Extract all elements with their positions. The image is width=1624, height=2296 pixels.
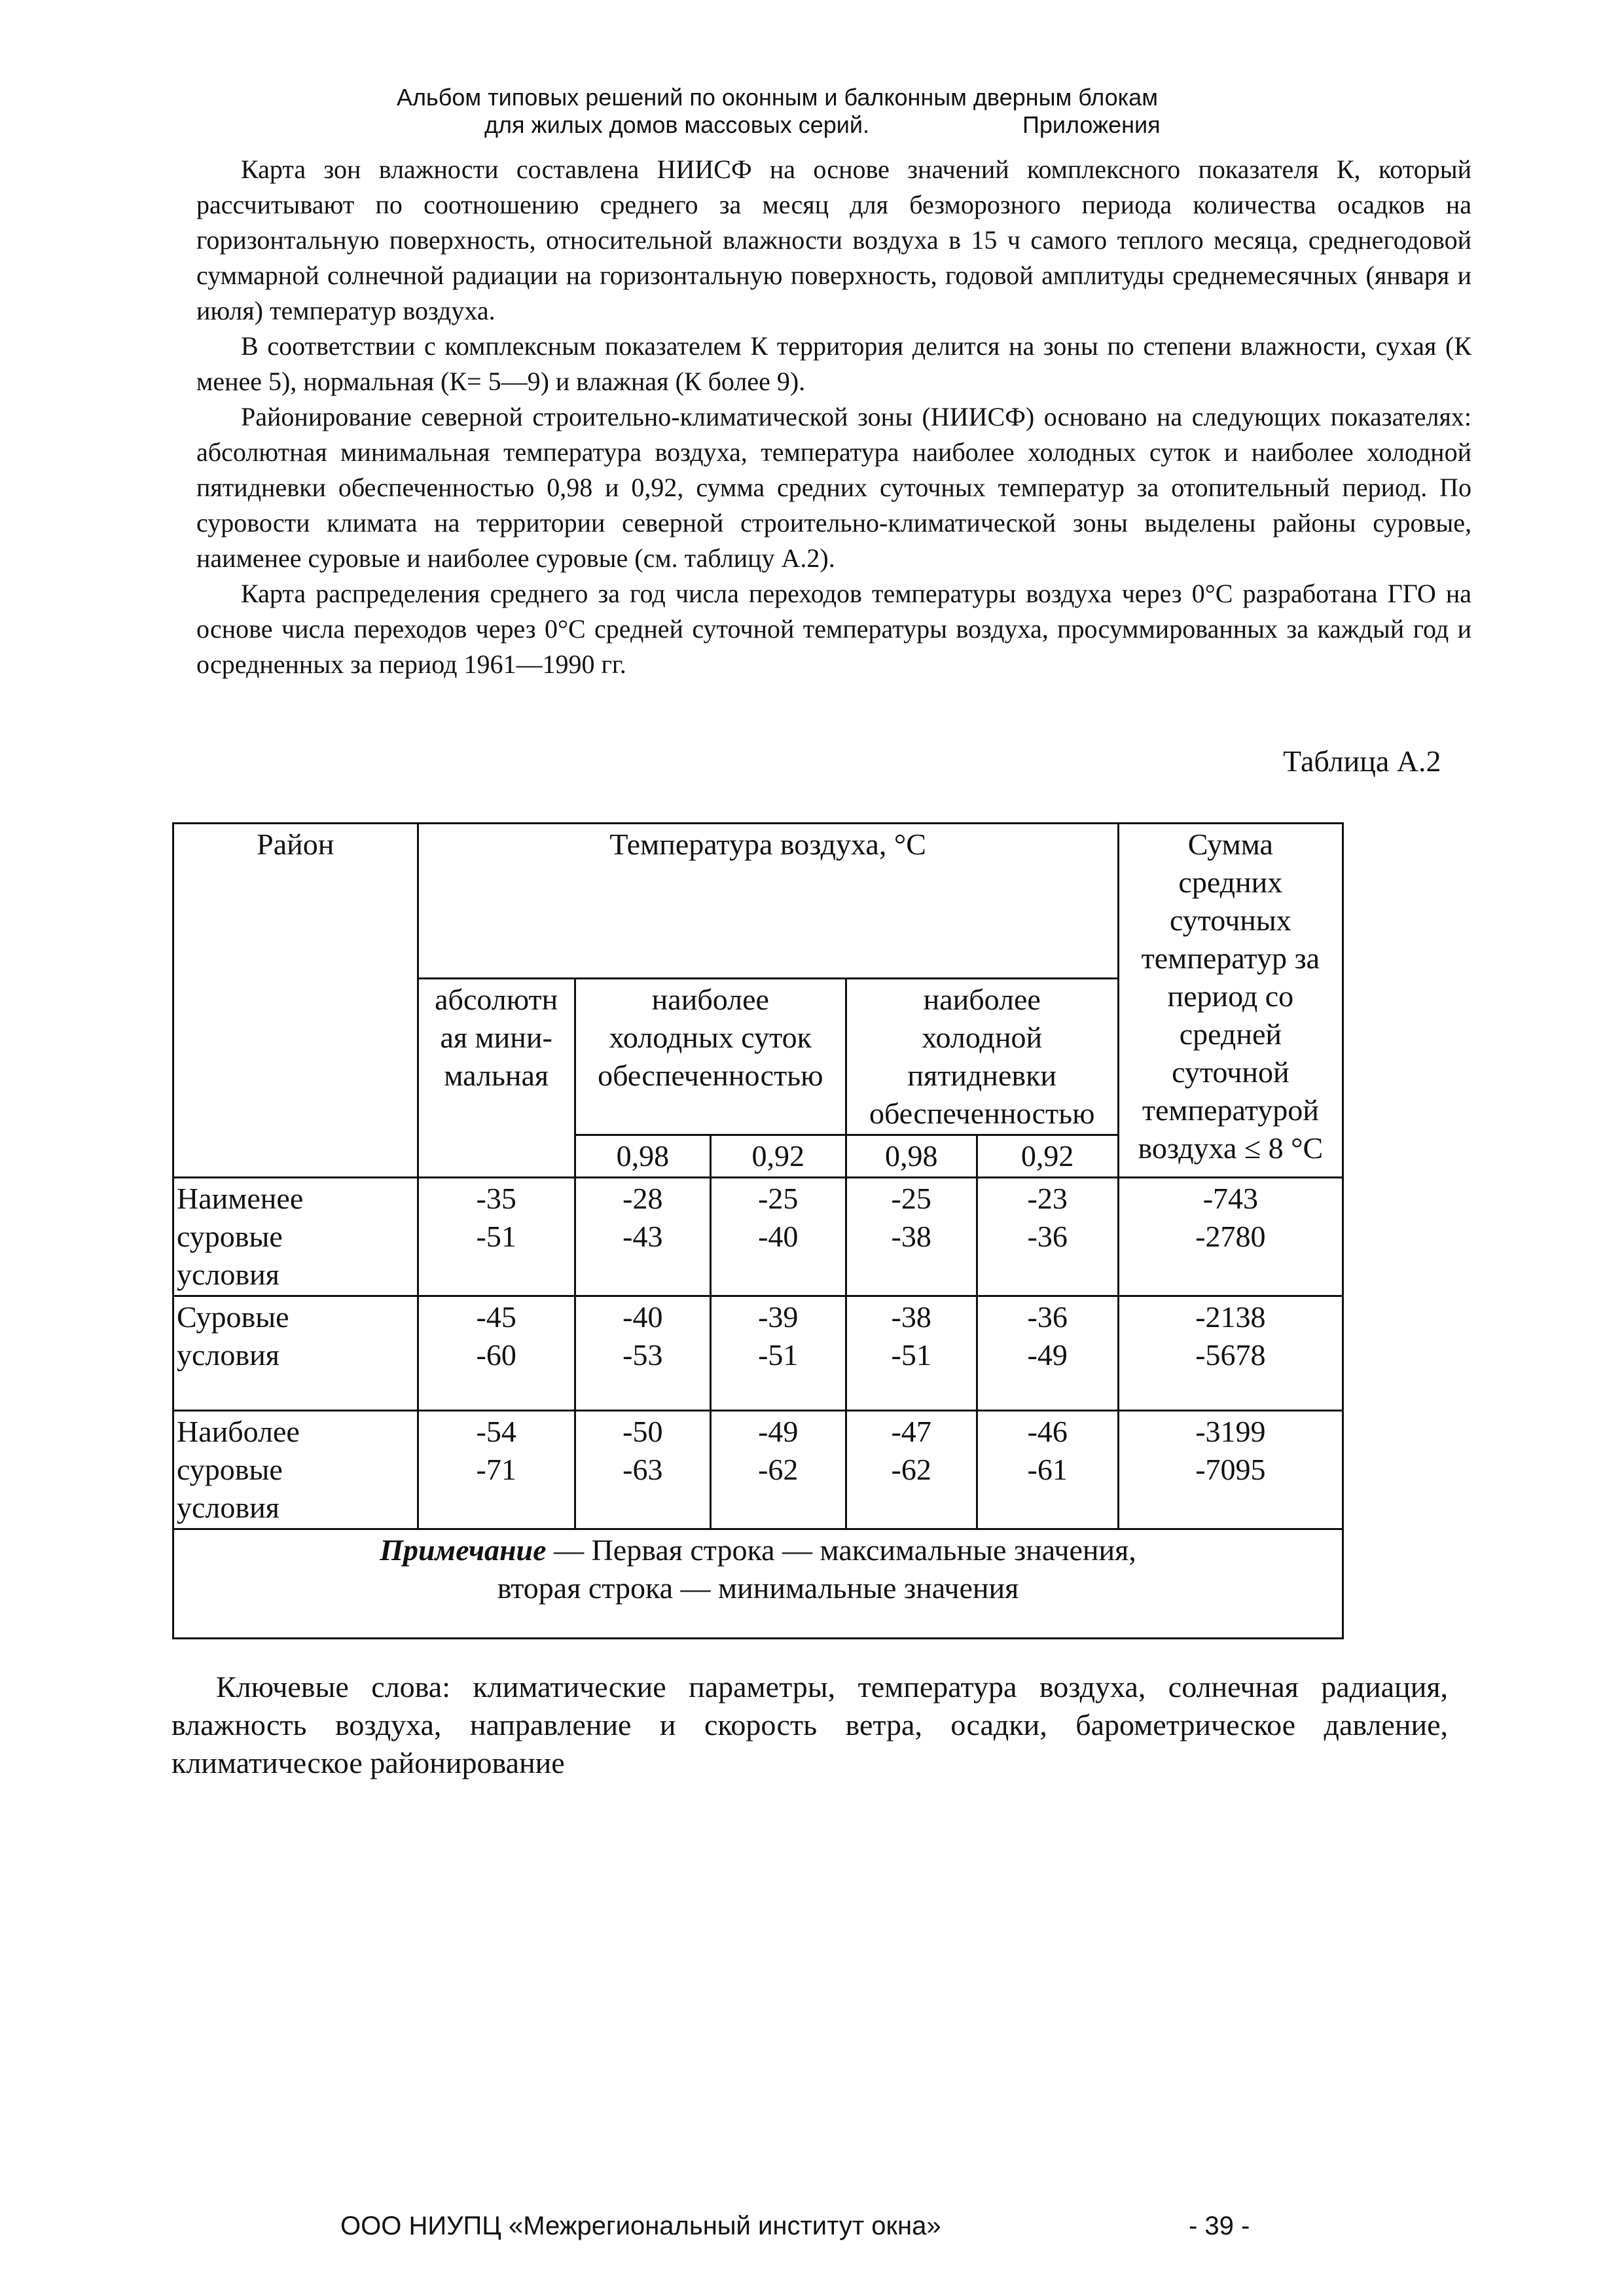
- row-region-most-severe: Наиболее суровые условия: [173, 1411, 418, 1529]
- cell-abs: -54 -71: [418, 1411, 575, 1529]
- keywords: Ключевые слова: климатические параметры, температура воздуха, солнечная радиация, влажность воздуха, направление и скорость ветра, осадки, барометрическое давление, климатическое районирование: [171, 1670, 1448, 1779]
- header-title-line2: для жилых домов массовых серий.: [484, 111, 869, 138]
- cell-sum: -2138 -5678: [1118, 1296, 1343, 1411]
- table-note: [173, 1529, 1343, 1639]
- header-coldest-day: наиболее холодных суток обеспеченностью: [575, 979, 846, 1135]
- header-section: Приложения: [1022, 111, 1161, 138]
- table-row: [173, 1296, 1343, 1411]
- cell-cd98: -28 -43: [575, 1178, 710, 1296]
- table-row: [173, 1411, 1343, 1529]
- cell-sum: -3199 -7095: [1118, 1411, 1343, 1529]
- page-number: - 39 -: [1189, 2212, 1250, 2240]
- cell-cf92: -23 -36: [977, 1178, 1118, 1296]
- header-title-line1: Альбом типовых решений по оконным и балконным дверным блокам: [397, 84, 1158, 111]
- header-five-098: 0,98: [846, 1135, 977, 1178]
- cell-cf98: -47 -62: [846, 1411, 977, 1529]
- paragraph-humidity-map: Карта зон влажности составлена НИИСФ на основе значений комплексного показателя К, который рассчитывают по соотношению среднего за месяц для безморозного периода количества осадков на горизонтальную поверхность, относительной влажности воздуха в 15 ч самого теплого месяца, среднегодовой суммарной солнечной радиации на горизонтальную поверхность, годовой амплитуды среднемесячных (января и июля) температур воздуха.: [196, 155, 1471, 325]
- cell-sum: -743 -2780: [1118, 1178, 1343, 1296]
- cell-cd92: -25 -40: [710, 1178, 846, 1296]
- cell-cf98: -25 -38: [846, 1178, 977, 1296]
- header-absolute: абсолютн ая мини- мальная: [418, 979, 575, 1178]
- header-sum: Сумма средних суточных температур за период со средней суточной температурой воздуха ≤ 8 °С: [1118, 824, 1343, 1178]
- climate-table: [172, 822, 1344, 1639]
- footer-organization: ООО НИУПЦ «Межрегиональный институт окна»: [340, 2212, 941, 2240]
- cell-cf92: -46 -61: [977, 1411, 1118, 1529]
- cell-cd98: -50 -63: [575, 1411, 710, 1529]
- paragraph-north-zoning: Районирование северной строительно-климатической зоны (НИИСФ) основано на следующих показателях: абсолютная минимальная температура воздуха, температура наиболее холодных суток и наиболее холодной пятидневки обеспеченностью 0,98 и 0,92, сумма средних суточных температур за отопительный период. По суровости климата на территории северной строительно-климатической зоны выделены районы суровые, наименее суровые и наиболее суровые (см. таблицу А.2).: [196, 402, 1471, 573]
- note-line1: — Первая строка — максимальные значения,: [546, 1533, 1136, 1567]
- header-day-092: 0,92: [710, 1135, 846, 1178]
- header-region: Район: [173, 824, 418, 1178]
- table-header-row: [173, 824, 1343, 979]
- header-temperature: Температура воздуха, °С: [418, 824, 1118, 979]
- cell-cd92: -49 -62: [710, 1411, 846, 1529]
- body-text: [196, 152, 1471, 682]
- cell-cd92: -39 -51: [710, 1296, 846, 1411]
- cell-abs: -35 -51: [418, 1178, 575, 1296]
- paragraph-zero-crossing: Карта распределения среднего за год числа переходов температуры воздуха через 0°С разработана ГГО на основе числа переходов через 0°С средней суточной температуры воздуха, просуммированных за каждый год и осредненных за период 1961—1990 гг.: [196, 579, 1471, 679]
- header-five-092: 0,92: [977, 1135, 1118, 1178]
- note-label: Примечание: [380, 1533, 547, 1567]
- table-row: [173, 1178, 1343, 1296]
- cell-cd98: -40 -53: [575, 1296, 710, 1411]
- row-region-least-severe: Наименее суровые условия: [173, 1178, 418, 1296]
- paragraph-humidity-zones: В соответствии с комплексным показателем К территория делится на зоны по степени влажности, сухая (К менее 5), нормальная (К= 5—9) и влажная (К более 9).: [196, 331, 1471, 396]
- cell-cf98: -38 -51: [846, 1296, 977, 1411]
- header-day-098: 0,98: [575, 1135, 710, 1178]
- note-line2: вторая строка — минимальные значения: [497, 1571, 1019, 1605]
- cell-cf92: -36 -49: [977, 1296, 1118, 1411]
- cell-abs: -45 -60: [418, 1296, 575, 1411]
- table-note-row: [173, 1529, 1343, 1639]
- row-region-severe: Суровые условия: [173, 1296, 418, 1411]
- table-caption: Таблица А.2: [1283, 744, 1441, 778]
- header-coldest-five-day: наиболее холодной пятидневки обеспеченностью: [846, 979, 1118, 1135]
